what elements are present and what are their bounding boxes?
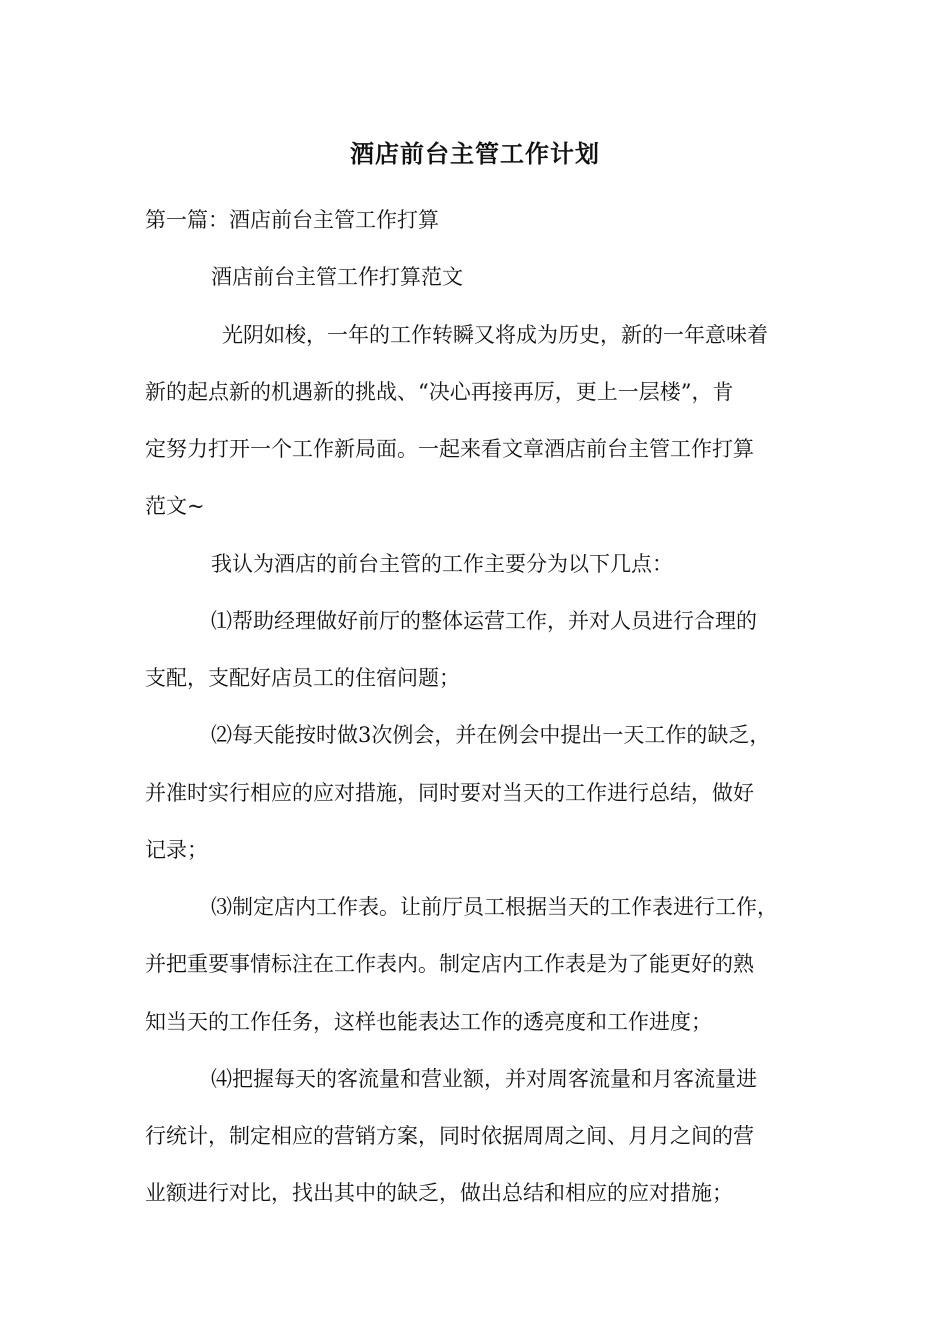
paragraph-line: 范文~ — [145, 494, 205, 518]
paragraph-line: 新的起点新的机遇新的挑战、“决心再接再厉，更上一层楼”，肯 — [145, 380, 734, 404]
list-item-line: 并准时实行相应的应对措施，同时要对当天的工作进行总结，做好 — [145, 781, 754, 805]
list-item-line: ⑵每天能按时做3次例会，并在例会中提出一天工作的缺乏， — [211, 723, 771, 747]
paragraph-line: 定努力打开一个工作新局面。一起来看文章酒店前台主管工作打算 — [145, 437, 754, 461]
list-item-line: 记录； — [145, 838, 208, 862]
list-item-line: ⑷把握每天的客流量和营业额，并对周客流量和月客流量进 — [211, 1067, 757, 1091]
list-item-line: 业额进行对比，找出其中的缺乏，做出总结和相应的应对措施； — [145, 1181, 733, 1205]
paragraph-line: 光阴如梭，一年的工作转瞬又将成为历史，新的一年意味着 — [222, 323, 768, 347]
paragraph-line: 我认为酒店的前台主管的工作主要分为以下几点： — [211, 552, 673, 576]
subheading: 酒店前台主管工作打算范文 — [211, 265, 463, 289]
document-title: 酒店前台主管工作计划 — [350, 139, 600, 168]
section-heading: 第一篇：酒店前台主管工作打算 — [145, 208, 439, 232]
list-item-line: 知当天的工作任务，这样也能表达工作的透亮度和工作进度； — [145, 1010, 712, 1034]
list-item-line: 行统计，制定相应的营销方案，同时依据周周之间、月月之间的营 — [145, 1124, 754, 1148]
list-item-line: 支配，支配好店员工的住宿问题； — [145, 666, 460, 690]
list-item-line: ⑶制定店内工作表。让前厅员工根据当天的工作表进行工作， — [211, 895, 778, 919]
list-item-line: 并把重要事情标注在工作表内。制定店内工作表是为了能更好的熟 — [145, 952, 754, 976]
list-item-line: ⑴帮助经理做好前厅的整体运营工作，并对人员进行合理的 — [211, 609, 757, 633]
